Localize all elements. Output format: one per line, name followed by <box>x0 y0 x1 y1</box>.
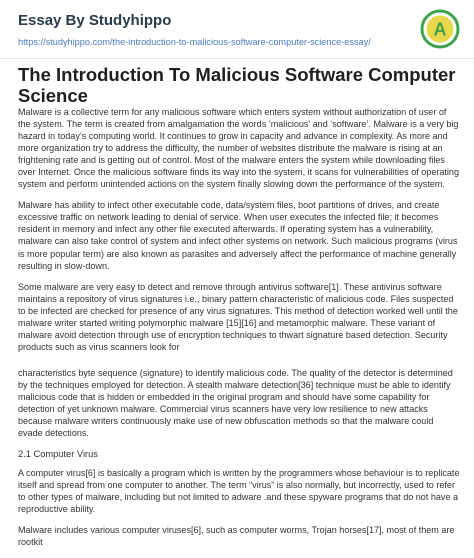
site-brand[interactable]: Essay By Studyhippo <box>18 12 172 29</box>
logo-letter: A <box>433 19 447 40</box>
header-divider <box>0 58 474 59</box>
paragraph: characteristics byte sequence (signature) to identify malicious code. The quality of the detector is determined by the techniques employed for detection. A stealth malware detection[36] technique must be able to identify malicious code that is hidden or embedded in the original program and should have some capability for detection of yet unknown malware. Commercial virus scanners have very low resilience to new attacks because malware writers continuously make use of new obfuscation methods so that the malware could evade detections. <box>18 367 453 439</box>
paragraph: Malware has ability to infect other executable code, data/system files, boot partitions of drives, and create excessive traffic on network leading to denial of service. When user executes the infected file; it becomes resident in memory and infect any other file executed afterwards. If operating system has a vulnerability, malware can also take control of system and infect other systems on network. Such malicious programs (virus is more popular term) are also known as parasites and adversely affect the performance of machine generally resulting in slow-down. <box>18 200 458 271</box>
article-body <box>18 106 460 558</box>
site-header <box>0 0 474 58</box>
logo-icon[interactable] <box>420 9 460 49</box>
paragraph: A computer virus[6] is basically a program which is written by the programmers whose behaviour is to replicate itself and spread from one computer to another. The term “virus” is also normally, but incorrectly, used to refer to other types of malware, including but not limited to adware .and these spyware programs that do not have a reproductive ability. <box>18 468 460 515</box>
paragraph: Malware includes various computer viruses[6], such as computer worms, Trojan horses[17], most of them are rootkit <box>18 525 455 548</box>
paragraph: Malware is a collective term for any malicious software which enters system without authorization of user of the system. The term is created from amalgamation the words ‘malicious’ and ‘software’. Malware is a very big hazard in today’s computing world. It continues to grow in capacity and advance in complexity. As more and more organization try to address the difficulty, the number of websites distribute the malware is rising at an frightening rate and is getting out of control. Most of the malware enters the system while downloading files over Internet. Once the malicious software finds its way into the system, it scans for vulnerabilities of operating system and perform unintended actions on the system finally slowing down the performance of the system. <box>18 107 459 190</box>
paragraph: Some malware are very easy to detect and remove through antivirus software[1]. These antivirus software maintains a repository of virus signatures i.e., binary pattern characteristic of malicious code. Files suspected to be infected are checked for presence of any virus signatures. This method of detection worked well until the malware writer started writing polymorphic malware [15][16] and metamorphic malware. These variant of malware avoid detection through use of encryption techniques to thwart signature based detection. Security products such as virus scanners look for <box>18 281 458 352</box>
article-title: The Introduction To Malicious Software Computer Science <box>18 64 456 106</box>
section-heading: 2.1 Computer Virus <box>18 449 98 460</box>
article-url-link[interactable]: https://studyhippo.com/the-introduction-to-malicious-software-computer-science-essay/ <box>18 37 371 47</box>
